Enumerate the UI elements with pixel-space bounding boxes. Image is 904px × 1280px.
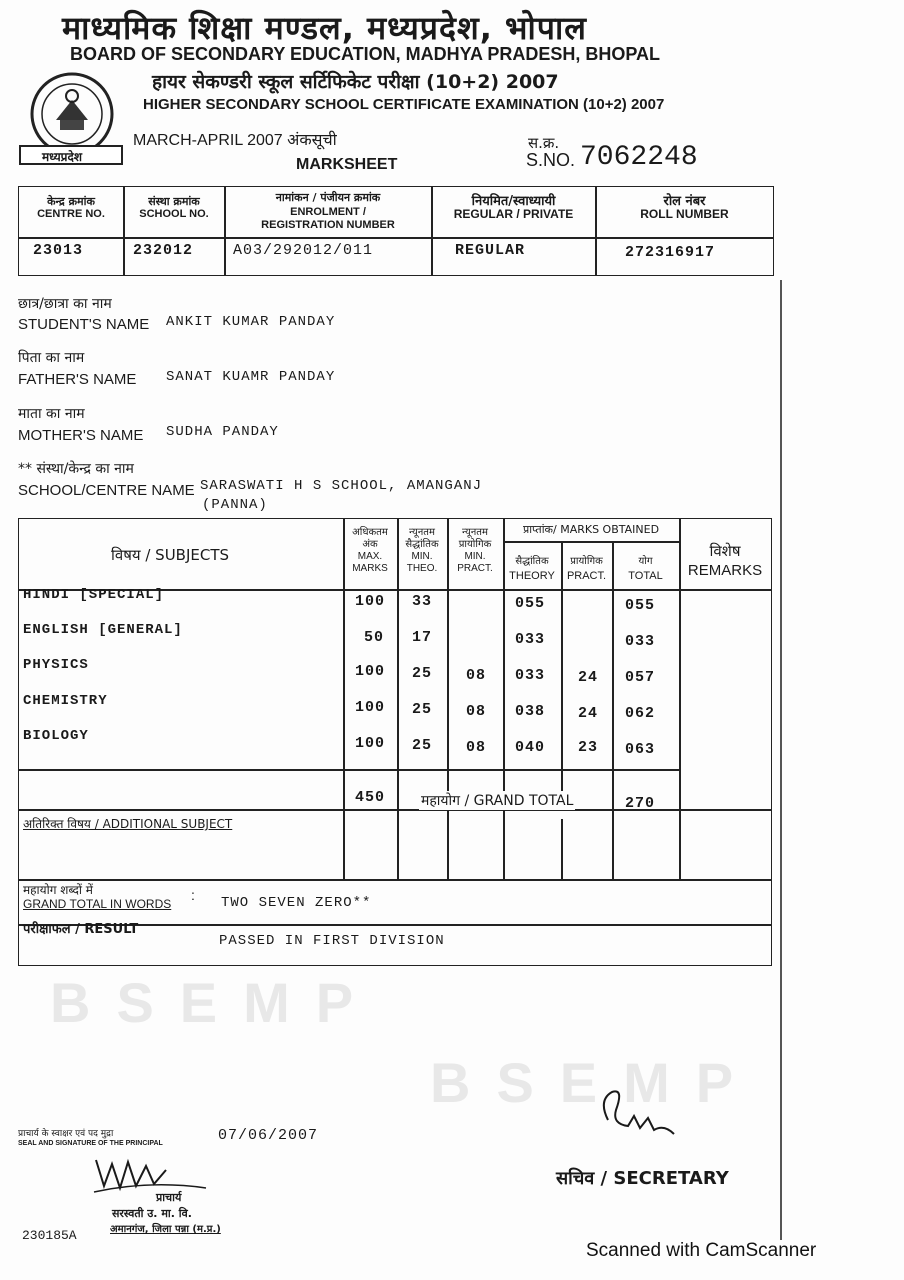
max-marks: 50 — [363, 629, 384, 646]
student-name-label-hindi: छात्र/छात्रा का नाम — [18, 296, 112, 312]
roll-number-value: 272316917 — [625, 244, 716, 261]
serial-number-value: 7062248 — [580, 142, 698, 173]
principal-stamp-address: अमानगंज, जिला पन्ना (म.प्र.) — [110, 1224, 221, 1235]
total-marks: 033 — [624, 633, 655, 650]
result-value: PASSED IN FIRST DIVISION — [219, 933, 445, 949]
centre-no-value: 23013 — [33, 242, 84, 259]
total-marks: 055 — [624, 597, 655, 614]
principal-signature — [90, 1150, 210, 1200]
father-name-label-hindi: पिता का नाम — [18, 350, 85, 366]
exam-name-english: HIGHER SECONDARY SCHOOL CERTIFICATE EXAMINATION (10+2) 2007 — [143, 96, 665, 113]
board-name-english: BOARD OF SECONDARY EDUCATION, MADHYA PRADESH, BHOPAL — [70, 44, 661, 64]
issue-date: 07/06/2007 — [218, 1127, 319, 1144]
pract-header: प्रायोगिक PRACT. — [566, 556, 607, 582]
pract-marks: 24 — [577, 705, 598, 722]
school-name-label-hindi: ** संस्था/केन्द्र का नाम — [18, 461, 134, 477]
mother-name-label-hindi: माता का नाम — [18, 406, 85, 422]
header-enrolment-no: नामांकन / पंजीयन क्रमांक ENROLMENT / REGISTRATION NUMBER — [261, 191, 395, 231]
subject-name: ENGLISH [GENERAL] — [23, 622, 183, 638]
min-theory-header: न्यूनतम सैद्धांतिक MIN. THEO. — [405, 527, 439, 574]
total-marks: 063 — [624, 741, 655, 758]
grand-total-value: 270 — [624, 795, 655, 812]
header-school-no: संस्था क्रमांक SCHOOL NO. — [139, 195, 209, 220]
theory-marks: 055 — [514, 595, 545, 612]
page-title: MARKSHEET — [296, 156, 398, 173]
student-name-value: ANKIT KUMAR PANDAY — [166, 314, 336, 330]
mother-name-label: MOTHER'S NAME — [18, 427, 144, 444]
max-marks-header: अधिकतम अंक MAX. MARKS — [352, 527, 388, 574]
theory-header: सैद्धांतिक THEORY — [509, 556, 555, 582]
min-pract: 08 — [465, 739, 486, 756]
marks-obtained-header: प्राप्तांक/ MARKS OBTAINED — [522, 523, 660, 536]
grand-total-words-label-hindi: महायोग शब्दों में — [23, 883, 93, 897]
header-regular-private: नियमित/स्वाध्यायी REGULAR / PRIVATE — [453, 194, 574, 221]
principal-signature-label-hindi: प्राचार्य के स्वाक्षर एवं पद मुद्रा — [18, 1129, 114, 1139]
board-seal-logo — [16, 70, 128, 166]
min-theory: 33 — [411, 593, 432, 610]
max-marks: 100 — [354, 735, 385, 752]
principal-signature-label: SEAL AND SIGNATURE OF THE PRINCIPAL — [18, 1140, 163, 1147]
remarks-header: विशेष REMARKS — [687, 542, 763, 579]
scanner-watermark: Scanned with CamScanner — [586, 1240, 817, 1261]
result-label: परीक्षाफल / RESULT — [23, 922, 139, 937]
grand-max-marks: 450 — [354, 789, 385, 806]
subject-name: HINDI [SPECIAL] — [23, 587, 165, 603]
total-marks: 062 — [624, 705, 655, 722]
min-theory: 25 — [411, 701, 432, 718]
header-roll-number: रोल नंबर ROLL NUMBER — [640, 194, 729, 221]
min-theory: 25 — [411, 737, 432, 754]
school-no-value: 232012 — [133, 242, 194, 259]
max-marks: 100 — [354, 663, 385, 680]
grand-total-words-label: GRAND TOTAL IN WORDS — [23, 897, 172, 911]
enrolment-no-value: A03/292012/011 — [233, 242, 374, 259]
theory-marks: 040 — [514, 739, 545, 756]
serial-number-label: S.NO. — [526, 150, 576, 170]
max-marks: 100 — [354, 699, 385, 716]
seal-label: मध्यप्रदेश — [42, 150, 83, 164]
header-centre-no: केन्द्र क्रमांक CENTRE NO. — [37, 195, 105, 220]
marks-table — [18, 518, 772, 966]
subject-name: BIOLOGY — [23, 728, 89, 744]
min-pract: 08 — [465, 667, 486, 684]
additional-subject-label: अतिरिक्त विषय / ADDITIONAL SUBJECT — [23, 817, 233, 831]
watermark-bsemp-1: BSEMP — [50, 971, 380, 1034]
principal-stamp-title: प्राचार्य — [156, 1191, 182, 1204]
subject-name: PHYSICS — [23, 657, 89, 673]
theory-marks: 033 — [514, 631, 545, 648]
pract-marks: 24 — [577, 669, 598, 686]
school-name-value: SARASWATI H S SCHOOL, AMANGANJ — [200, 478, 483, 494]
document-code: 230185A — [22, 1228, 77, 1243]
principal-stamp-school: सरस्वती उ. मा. वि. — [112, 1207, 192, 1220]
max-marks: 100 — [354, 593, 385, 610]
pract-marks: 23 — [577, 739, 598, 756]
serial-number-label-hindi: स.क्र. — [528, 134, 560, 152]
exam-session: MARCH-APRIL 2007 अंकसूची — [133, 132, 337, 149]
total-header: योग TOTAL — [628, 556, 663, 582]
father-name-label: FATHER'S NAME — [18, 371, 137, 388]
watermark-bsemp-2: BSEMP — [430, 1051, 760, 1114]
exam-name-hindi: हायर सेकण्डरी स्कूल सर्टिफिकेट परीक्षा (10+2) 2007 — [152, 71, 559, 93]
theory-marks: 038 — [514, 703, 545, 720]
min-theory: 17 — [411, 629, 432, 646]
school-name-label: SCHOOL/CENTRE NAME — [18, 482, 195, 499]
mother-name-value: SUDHA PANDAY — [166, 424, 279, 440]
school-name-value-line2: (PANNA) — [202, 497, 268, 513]
regular-private-value: REGULAR — [455, 242, 526, 259]
scan-edge-line — [780, 280, 782, 1240]
id-table — [18, 186, 774, 276]
min-theory: 25 — [411, 665, 432, 682]
student-name-label: STUDENT'S NAME — [18, 316, 150, 333]
total-marks: 057 — [624, 669, 655, 686]
subject-name: CHEMISTRY — [23, 693, 108, 709]
grand-total-label: महायोग / GRAND TOTAL — [421, 793, 574, 809]
theory-marks: 033 — [514, 667, 545, 684]
subjects-header: विषय / SUBJECTS — [111, 546, 230, 564]
min-pract-header: न्यूनतम प्रायोगिक MIN. PRACT. — [457, 527, 493, 574]
min-pract: 08 — [465, 703, 486, 720]
grand-total-words-value: TWO SEVEN ZERO** — [221, 895, 372, 911]
board-name-hindi: माध्यमिक शिक्षा मण्डल, मध्यप्रदेश, भोपाल — [62, 9, 587, 47]
colon-separator: : — [191, 887, 195, 903]
father-name-value: SANAT KUAMR PANDAY — [166, 369, 336, 385]
secretary-signature — [594, 1080, 684, 1150]
secretary-label: सचिव / SECRETARY — [556, 1168, 729, 1189]
